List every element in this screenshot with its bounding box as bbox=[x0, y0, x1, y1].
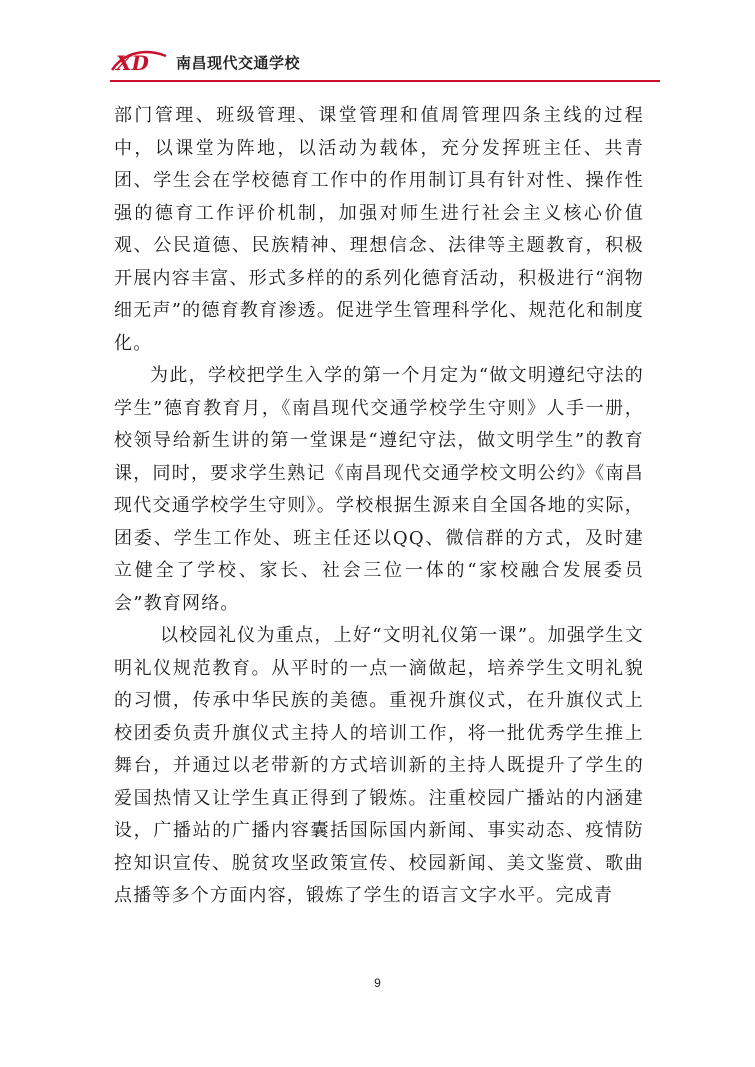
paragraph-1: 部门管理、班级管理、课堂管理和值周管理四条主线的过程中，以课堂为阵地，以活动为载体，充分发挥班主任、共青团、学生会在学校德育工作中的作用制订具有针对性、操作性强的德育工作评价机制，加强对师生进行社会主义核心价值观、公民道德、民族精神、理想信念、法律等主题教育，积极开展内容丰富、形式多样的的系列化德育活动，积极进行“润物细无声”的德育教育渗透。促进学生管理科学化、规范化和制度化。 bbox=[114, 105, 644, 354]
logo-text: XD bbox=[116, 51, 149, 75]
page-number: 9 bbox=[374, 976, 381, 990]
paragraph-3: 以校园礼仪为重点，上好“文明礼仪第一课”。加强学生文明礼仪规范教育。从平时的一点一滴做起，培养学生文明礼貌的习惯，传承中华民族的美德。重视升旗仪式，在升旗仪式上校团委负责升旗仪式主持人的培训工作，将一批优秀学生推上舞台，并通过以老带新的方式培训新的主持人既提升了学生的爱国热情又让学生真正得到了锻炼。注重校园广播站的内涵建设，广播站的广播内容囊括国际国内新闻、事实动态、疫情防控知识宣传、脱贫攻坚政策宣传、校园新闻、美文鉴赏、歌曲点播等多个方面内容，锻炼了学生的语言文字水平。完成青 bbox=[114, 625, 644, 906]
header-rule bbox=[110, 80, 660, 82]
document-body bbox=[114, 100, 644, 913]
school-logo bbox=[110, 46, 168, 76]
page-header bbox=[110, 44, 670, 84]
paragraph-2: 为此，学校把学生入学的第一个月定为“做文明遵纪守法的学生”德育教育月，《南昌现代交通学校学生守则》人手一册，校领导给新生讲的第一堂课是“遵纪守法，做文明学生”的教育课，同时，要求学生熟记《南昌现代交通学校文明公约》《南昌现代交通学校学生守则》。学校根据生源来自全国各地的实际，团委、学生工作处、班主任还以QQ、微信群的方式，及时建立健全了学校、家长、社会三位一体的“家校融合发展委员会”教育网络。 bbox=[114, 365, 644, 614]
school-name: 南昌现代交通学校 bbox=[176, 54, 301, 72]
